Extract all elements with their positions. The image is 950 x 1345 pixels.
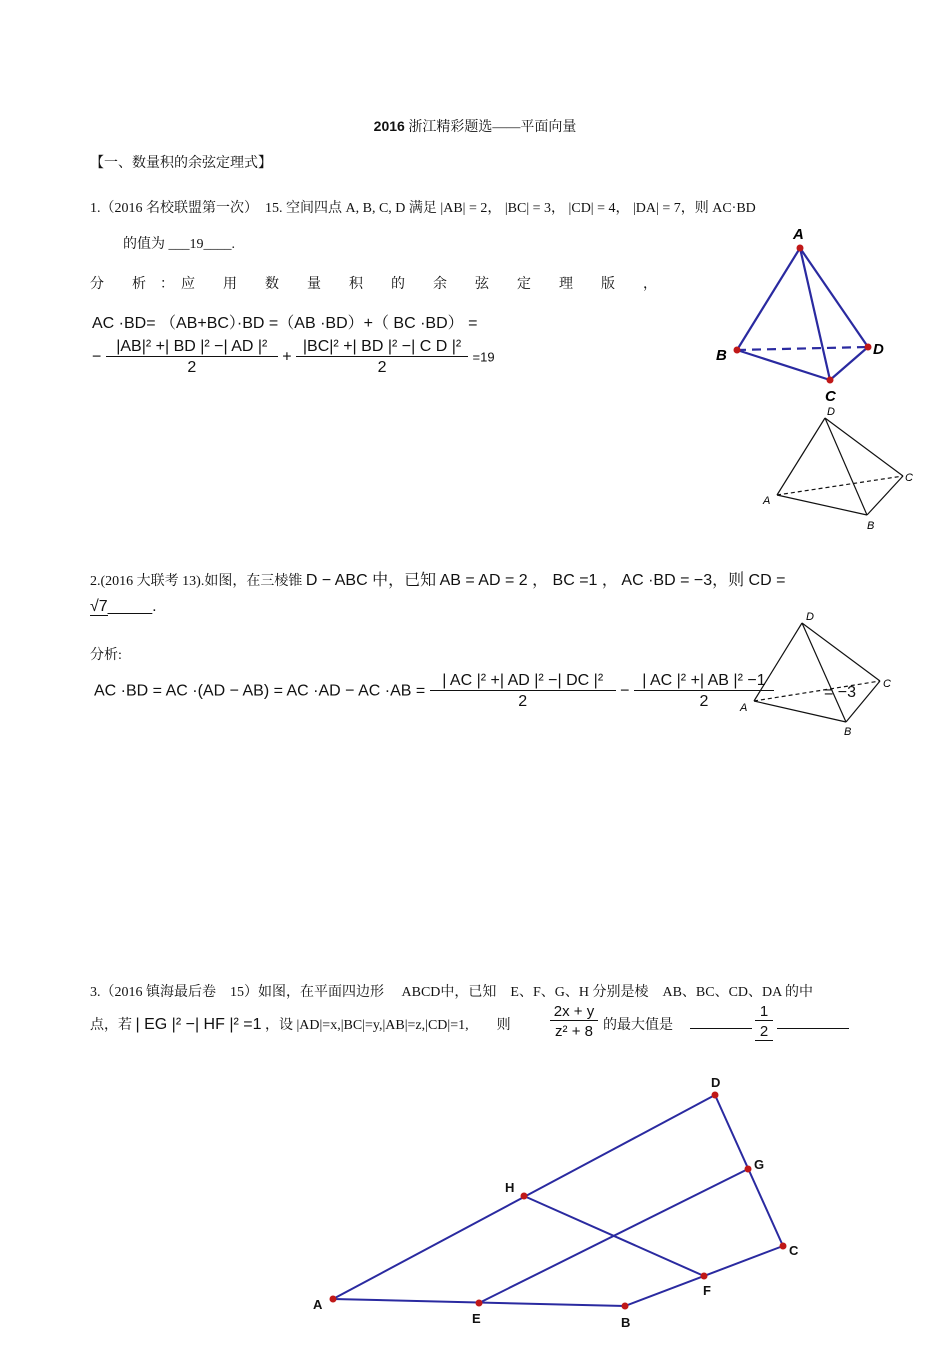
q3-expr-den: z² + 8	[555, 1023, 593, 1040]
section-heading: 【一、数量积的余弦定理式】	[90, 156, 272, 171]
label-d: D	[827, 406, 835, 418]
q1-analysis-label: 分 析 ： 应 用 数 量 积 的 余 弦 定 理 版 ，	[90, 277, 657, 292]
q2-analysis-line: AC ·BD = AC ·(AD − AB) = AC ·AD − AC ·AB =	[94, 682, 426, 700]
figure-tetrahedron-2	[755, 403, 925, 538]
q2-stem: 2.(2016 大联考 13).如图，在三棱锥 D − ABC 中，已知 AB = AD = 2 ， BC =1 ， AC ·BD = −3，则 CD =	[90, 572, 786, 589]
q2-frac2-num: | AC |² +| AB |² −1	[634, 672, 774, 691]
point-c	[780, 1243, 787, 1250]
q2-analysis-label: 分析:	[90, 648, 122, 663]
point-f	[701, 1273, 708, 1280]
q1-cond-da: |DA| = 7，则	[633, 201, 709, 216]
q1-frac1-num: |AB|² +| BD |² −| AD |²	[106, 338, 278, 357]
q1-frac1-den: 2	[187, 359, 197, 376]
q1-analysis-line: AC ·BD= （AB+BC）·BD =（AB ·BD）+（ BC ·BD） =	[92, 315, 478, 332]
q1-stem: 1.（2016 名校联盟第一次） 15. 空间四点 A, B, C, D 满足 |AB| = 2， |BC| = 3， |CD| = 4， |DA| = 7，则 AC·BD	[90, 201, 756, 216]
q2-frac1-num: | AC |² +| AD |² −| DC |²	[430, 672, 616, 691]
q2-answer-line: √7_____.	[90, 598, 157, 615]
label-b: B	[621, 1315, 631, 1330]
q3-answer: $\frac{1}{2}$	[755, 1003, 773, 1041]
q2-result: = −3	[824, 684, 857, 701]
figure-quadrilateral	[305, 1070, 825, 1335]
q3-line1: 3.（2016 镇海最后卷 15）如图，在平面四边形 ABCD中，已知 E、F、G、H 分别是棱 AB、BC、CD、DA 的中	[90, 985, 813, 1000]
point-b	[734, 347, 741, 354]
label-c: C	[825, 388, 836, 405]
q3-line2: 点，若 | EG |² −| HF |² =1 ，设 |AD|=x,|BC|=y,|AB|=z,|CD|=1, 则	[90, 1016, 511, 1033]
q1-answer: ___19____.	[168, 237, 235, 252]
edge-cd	[830, 347, 868, 380]
point-d	[865, 344, 872, 351]
label-c: C	[789, 1243, 799, 1258]
label-e: E	[472, 1311, 481, 1326]
q1-frac2-num: |BC|² +| BD |² −| C D |²	[296, 338, 468, 357]
q1-result: =19	[472, 349, 495, 365]
point-a	[330, 1296, 337, 1303]
figure-tetrahedron-3	[730, 605, 900, 740]
edge-bd	[737, 347, 868, 350]
q1-cond-cd: |CD| = 4，	[568, 201, 630, 216]
q1-target: AC·BD	[712, 201, 756, 216]
label-f: F	[703, 1283, 711, 1298]
label-c: C	[883, 678, 891, 690]
title-year: 2016	[373, 118, 405, 134]
label-b: B	[716, 347, 727, 364]
q3-expression	[550, 1003, 598, 1040]
q1-frac2-den: 2	[377, 359, 387, 376]
q2-frac1-den: 2	[518, 693, 528, 710]
label-b: B	[844, 726, 852, 738]
q3-blank-left	[690, 1028, 752, 1029]
point-g	[745, 1166, 752, 1173]
edge-bc	[737, 350, 830, 380]
point-e	[476, 1300, 483, 1307]
label-a: A	[763, 495, 771, 507]
figure-tetrahedron-1	[705, 222, 900, 407]
label-h: H	[505, 1180, 515, 1195]
q1-answer-line: 的值为 ___19____.	[123, 237, 235, 252]
page-title	[0, 116, 950, 136]
q2-frac2-den: 2	[699, 693, 709, 710]
q3-tail: 的最大值是	[603, 1018, 673, 1033]
q1-cond-bc: |BC| = 3，	[504, 201, 566, 216]
q3-blank-right	[777, 1028, 849, 1029]
q3-expr-num: 2x + y	[550, 1003, 598, 1021]
label-d: D	[711, 1075, 721, 1090]
label-g: G	[754, 1157, 765, 1172]
edge-ac	[800, 248, 830, 380]
point-b	[622, 1303, 629, 1310]
segment-hf	[524, 1196, 704, 1276]
label-d: D	[806, 611, 814, 623]
label-a: A	[313, 1297, 323, 1312]
q2-answer: √7	[90, 598, 108, 615]
q1-cond-ab: |AB| = 2，	[440, 201, 502, 216]
q1-formula: − $\frac{\text{|AB|² +| BD |² −| AD |²}}{2}$ + $\frac{\text{|BC|² +| BD |² −| C D |²}}{2}$ =19	[92, 338, 495, 376]
point-c	[827, 377, 834, 384]
q3-condition: | EG |² −| HF |² =1	[135, 1016, 262, 1033]
label-b: B	[867, 520, 875, 532]
label-a: A	[793, 226, 804, 243]
title-text: 浙江精彩题选——平面向量	[408, 120, 577, 135]
q2-dot: AC ·BD = −3，则 CD =	[621, 572, 786, 589]
point-a	[797, 245, 804, 252]
label-a: A	[740, 702, 748, 714]
label-c: C	[905, 472, 913, 484]
point-h	[521, 1193, 528, 1200]
point-d	[712, 1092, 719, 1099]
edge-ab	[737, 248, 800, 350]
q2-formula: AC ·BD = AC ·(AD − AB) = AC ·AD − AC ·AB = $\frac{\text{| AC |² +| AD |² −| DC |²}}{2}$ − $\frac{\text{| AC |² +| AB |² −1}}{2}$	[94, 672, 774, 711]
label-d: D	[873, 341, 884, 358]
